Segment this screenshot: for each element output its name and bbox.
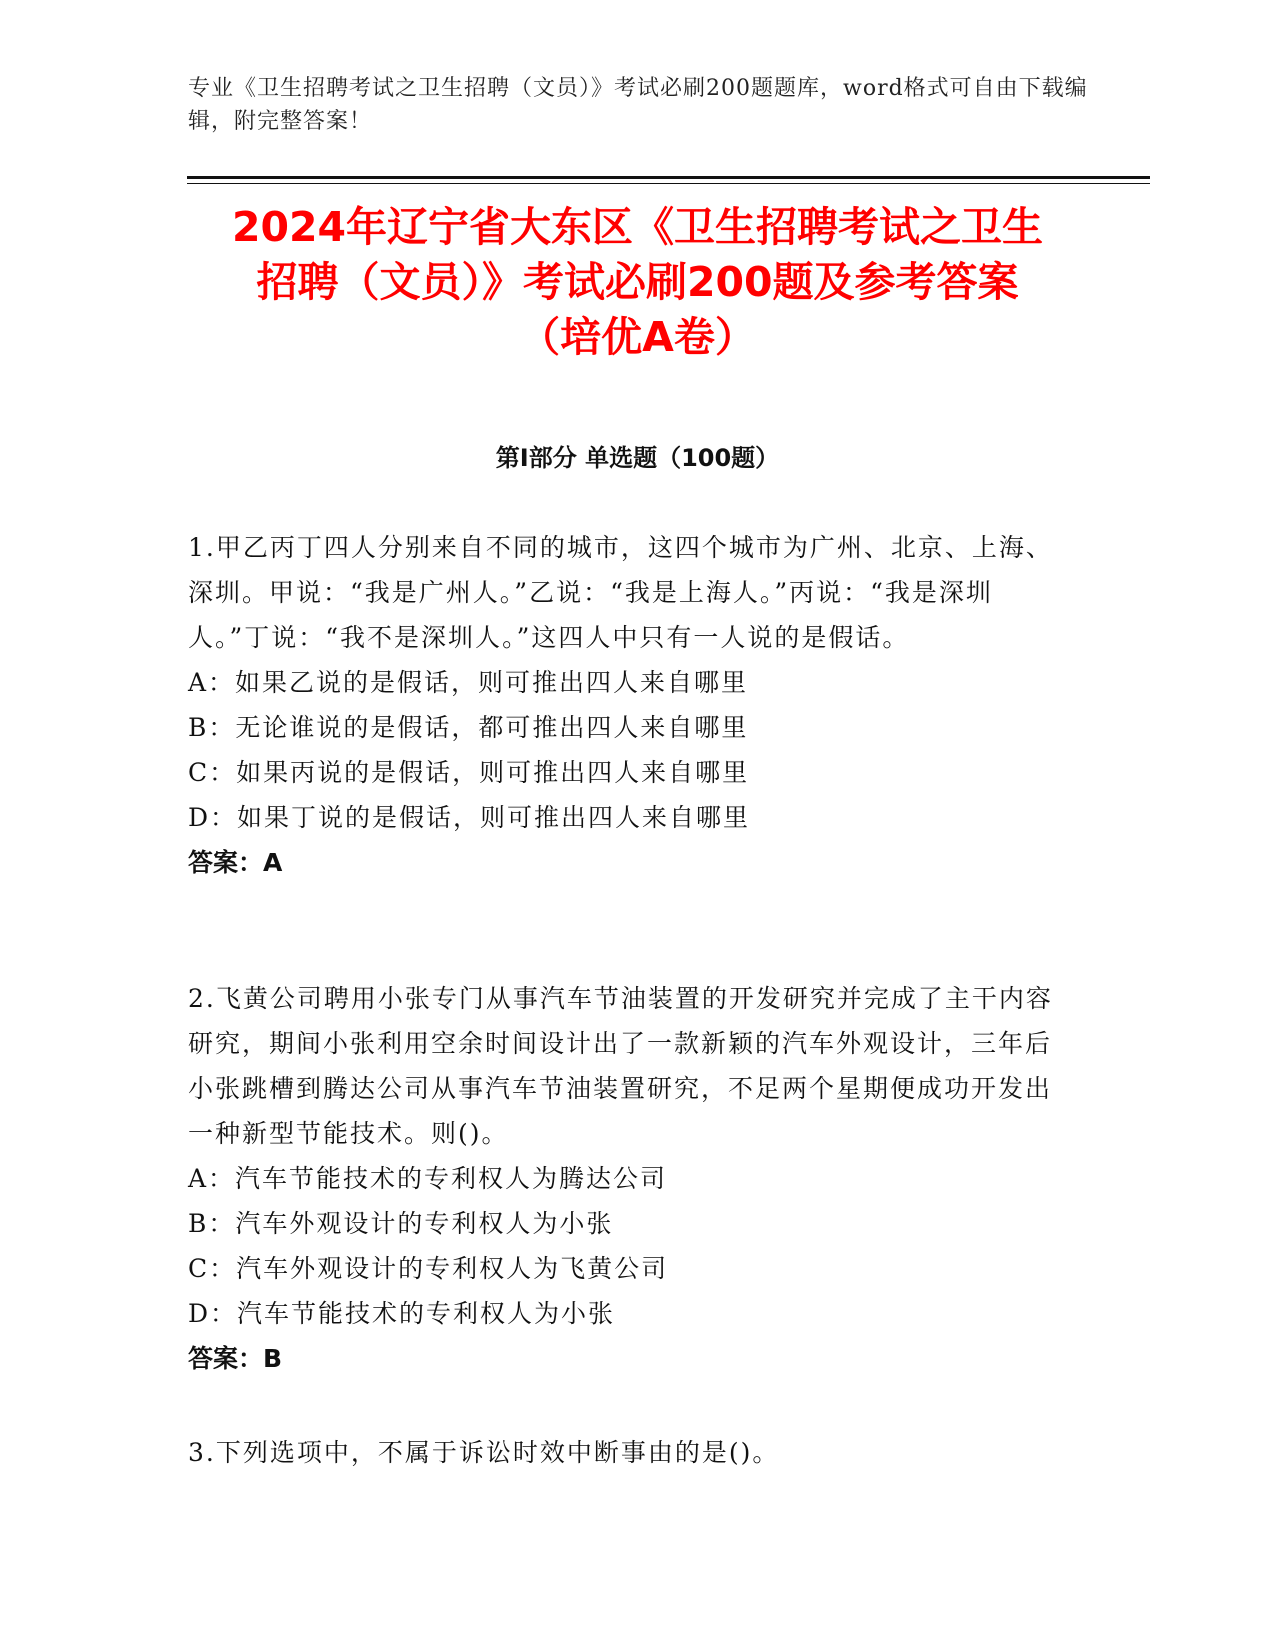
option-a: A：如果乙说的是假话，则可推出四人来自哪里 [188, 668, 749, 697]
option-b: B：无论谁说的是假话，都可推出四人来自哪里 [188, 713, 749, 742]
question-1 [188, 525, 1068, 885]
option-c: C：汽车外观设计的专利权人为飞黄公司 [188, 1254, 669, 1283]
header-divider-thin [187, 183, 1150, 184]
answer: 答案：B [188, 1344, 283, 1373]
question-2 [188, 976, 1068, 1381]
option-b: B：汽车外观设计的专利权人为小张 [188, 1209, 614, 1238]
question-stem: 2.飞黄公司聘用小张专门从事汽车节油装置的开发研究并完成了主干内容研究，期间小张利用空余时间设计出了一款新颖的汽车外观设计，三年后小张跳槽到腾达公司从事汽车节油装置研究，不足两个星期便成功开发出一种新型节能技术。则()。 [188, 984, 1053, 1148]
option-d: D：汽车节能技术的专利权人为小张 [188, 1299, 616, 1328]
question-3 [188, 1430, 1068, 1475]
answer: 答案：A [188, 848, 283, 877]
title-line-1: 2024年辽宁省大东区《卫生招聘考试之卫生 [231, 203, 1044, 251]
header-note: 专业《卫生招聘考试之卫生招聘（文员）》考试必刷200题题库，word格式可自由下载编辑，附完整答案！ [188, 76, 1088, 134]
option-d: D：如果丁说的是假话，则可推出四人来自哪里 [188, 803, 751, 832]
option-c: C：如果丙说的是假话，则可推出四人来自哪里 [188, 758, 750, 787]
section-heading: 第Ⅰ部分 单选题（100题） [495, 444, 780, 472]
title-line-2: 招聘（文员）》考试必刷200题及参考答案 [256, 258, 1019, 306]
document-title [150, 200, 1125, 365]
question-stem: 3.下列选项中，不属于诉讼时效中断事由的是()。 [188, 1438, 780, 1467]
question-stem: 1.甲乙丙丁四人分别来自不同的城市，这四个城市为广州、北京、上海、深圳。甲说：“我是广州人。”乙说：“我是上海人。”丙说：“我是深圳人。”丁说：“我不是深圳人。”这四人中只有一人说的是假话。 [188, 533, 1053, 652]
title-line-3: （培优A卷） [519, 313, 756, 361]
header-divider-thick [187, 176, 1150, 179]
option-a: A：汽车节能技术的专利权人为腾达公司 [188, 1164, 668, 1193]
